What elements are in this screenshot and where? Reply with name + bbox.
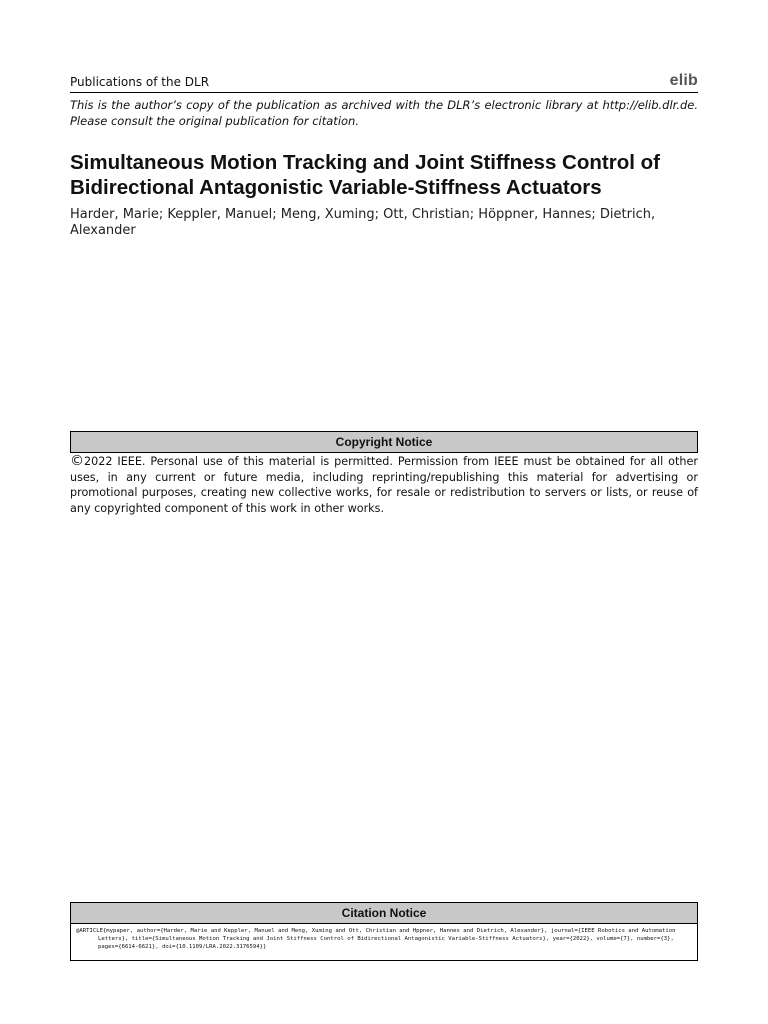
paper-authors: Harder, Marie; Keppler, Manuel; Meng, Xuming; Ott, Christian; Höppner, Hannes; Dietrich, Alexander bbox=[70, 207, 656, 238]
citation-line: pages={6614-6621}, doi={10.1109/LRA.2022.3176594}} bbox=[98, 944, 267, 950]
elib-logo: elib bbox=[669, 72, 698, 89]
copyright-notice-text bbox=[70, 454, 698, 516]
archive-note: This is the author’s copy of the publication as archived with the DLR’s electronic library at http://elib.dlr.de. Please consult the original publication for citation. bbox=[70, 98, 698, 128]
citation-line: @ARTICLE{mypaper, author={Harder, Marie and Keppler, Manuel and Meng, Xuming and Ott, Christian and Hppner, Hannes and Dietrich, Alexander}, journal={IEEE Robotics and Automation bbox=[76, 928, 676, 934]
copyright-symbol: © bbox=[70, 453, 84, 469]
page-header bbox=[70, 70, 698, 93]
citation-bibtex bbox=[70, 924, 698, 961]
citation-line: Letters}, title={Simultaneous Motion Tracking and Joint Stiffness Control of Bidirectional Antagonistic Variable-Stiffness Actuators}, year={2022}, volume={7}, number={3}, bbox=[98, 936, 674, 942]
copyright-heading-label: Copyright Notice bbox=[335, 435, 433, 449]
copyright-body: 2022 IEEE. Personal use of this material is permitted. Permission from IEEE must be obtained for all other uses, in any current or future media, including reprinting/republishing this material for advertising or promotional purposes, creating new collective works, for resale or redistribution to servers or lists, or reuse of any copyrighted component of this work in other works. bbox=[70, 455, 698, 515]
copyright-notice-heading bbox=[70, 431, 698, 453]
publication-series: Publications of the DLR bbox=[70, 75, 210, 89]
citation-heading-label: Citation Notice bbox=[341, 906, 427, 920]
citation-notice-heading bbox=[70, 902, 698, 924]
paper-title: Simultaneous Motion Tracking and Joint Stiffness Control of Bidirectional Antagonistic Variable-Stiffness Actuators bbox=[70, 151, 660, 199]
